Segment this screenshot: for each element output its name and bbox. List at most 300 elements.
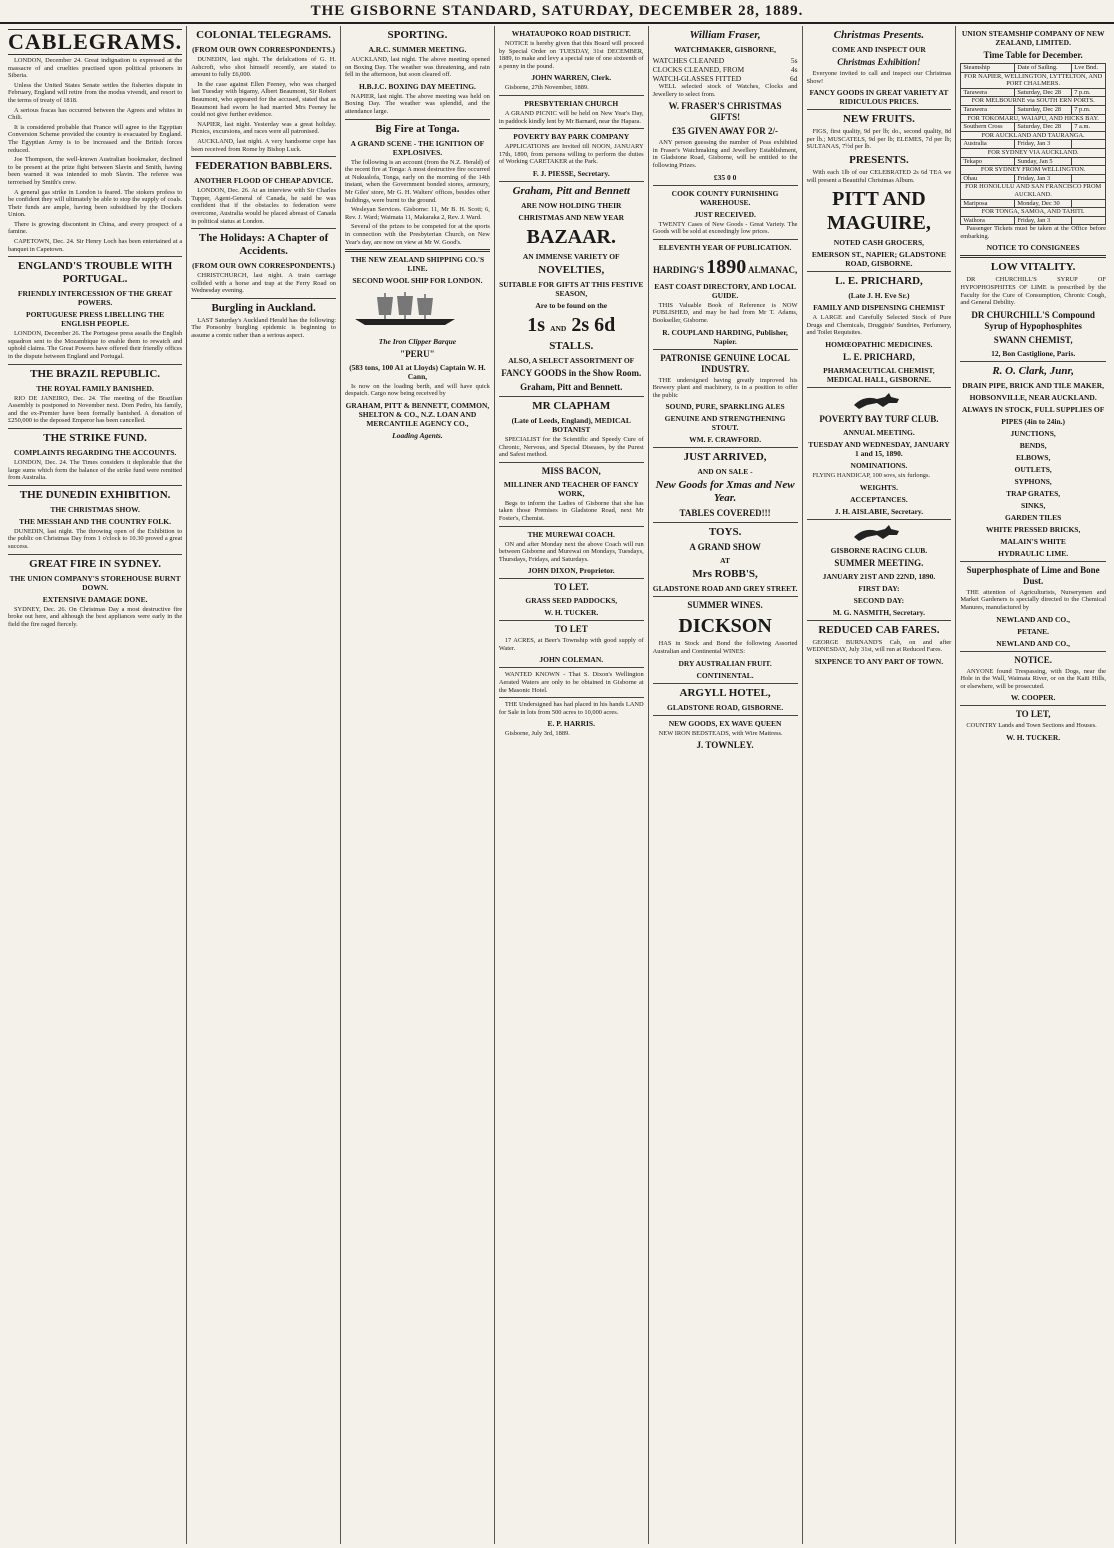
ad-heading: THE NEW ZEALAND SHIPPING CO.'S LINE.	[350, 255, 485, 274]
ad-headline: W. FRASER'S CHRISTMAS GIFTS!	[668, 101, 782, 123]
column-4	[495, 26, 649, 1544]
stall-price-1: 1s	[527, 313, 546, 336]
signature: M. G. NASMITH, Secretary.	[832, 607, 925, 617]
divider	[8, 256, 182, 257]
stock-item: SYPHONS,	[1014, 476, 1052, 486]
paragraph: FIGS, first quality, 9d per lb; do., second quality, 8d per lb.; MUSCATELS, 9d per lb; ELEMES, 7d per lb; SULTANAS, 7½d per lb.	[806, 128, 952, 151]
ad-headline: PATRONISE GENUINE LOCAL INDUSTRY.	[660, 352, 790, 374]
subheading: A GRAND SCENE - THE IGNITION OF EXPLOSIVES.	[350, 138, 485, 157]
paragraph: The following is an account (from the N.Z. Herald) of the recent fire at Tonga: A most destructive fire occurred at Nukualofa, Tonga, early on the morning of the 14th instant, when the Government bonded stores, armoury, Mr Giles' store, Mr G. H. Walters' offices, besides other buildings, were burnt to the ground.	[345, 158, 490, 204]
route-label: FOR MELBOURNE via SOUTH ERN PORTS.	[961, 97, 1106, 106]
ad-headline: L. E. PRICHARD,	[843, 351, 915, 362]
ad-headline: LOW VITALITY.	[990, 261, 1076, 274]
divider	[191, 298, 336, 299]
ad-text: SIXPENCE TO ANY PART OF TOWN.	[814, 656, 944, 666]
table-row	[961, 140, 1106, 149]
divider	[653, 349, 798, 350]
divider	[8, 428, 182, 429]
signature: W. H. TUCKER.	[1006, 733, 1061, 742]
price-label: WATCHES CLEANED	[652, 56, 725, 65]
subheading: A.R.C. SUMMER MEETING.	[368, 45, 467, 54]
table-row	[961, 157, 1106, 166]
ad-text: NOTED CASH GROCERS,	[833, 238, 925, 248]
table-row	[961, 88, 1106, 97]
divider	[960, 361, 1106, 362]
almanac-year: 1890	[706, 255, 747, 278]
ad-headline: STALLS.	[549, 339, 594, 352]
divider	[653, 447, 798, 448]
ad-text: ARE NOW HOLDING THEIR	[521, 200, 622, 210]
paragraph: 17 ACRES, at Beer's Township with good supply of Water.	[498, 637, 644, 652]
ad-text: DRAIN PIPE, BRICK AND TILE MAKER,	[962, 380, 1105, 390]
ad-headline: MISS BACON,	[541, 465, 601, 476]
subheading: (FROM OUR OWN CORRESPONDENTS.)	[192, 261, 336, 271]
ad-text: GLADSTONE ROAD AND GREY STREET.	[652, 584, 798, 594]
paragraph: AUCKLAND, last night. The above meeting opened on Boxing Day. The weather was threatening, and rain fell in the afternoon, but soon cleared off.	[345, 56, 490, 79]
section-heading: The Holidays: A Chapter of Accidents.	[198, 232, 329, 258]
bazaar-headline: BAZAAR.	[526, 225, 616, 248]
table-cell: Saturday, Dec 28	[1015, 123, 1072, 132]
paragraph: LONDON, December 24. Great indignation is expressed at the massacre of and cruelties practised upon political prisoners in Siberia.	[8, 57, 183, 80]
paragraph: FLYING HANDICAP, 100 sovs, six furlongs.	[812, 471, 931, 479]
route-label: FOR TONGA, SAMOA, AND TAHITI.	[961, 208, 1106, 217]
price-line	[653, 74, 798, 83]
column-3	[341, 26, 495, 1544]
ad-headline: NOTICE.	[1014, 654, 1053, 665]
ad-text: HOMŒOPATHIC MEDICINES.	[825, 339, 933, 349]
ad-headline: R. O. Clark, Junr,	[992, 364, 1074, 377]
section-heading: Burgling in Auckland.	[211, 301, 316, 314]
stock-item: GARDEN TILES	[1004, 512, 1062, 522]
table-cell	[1072, 157, 1106, 166]
horse-racing-icon	[849, 523, 909, 543]
table-cell: Ohau	[961, 174, 1015, 183]
divider	[345, 119, 490, 120]
divider	[8, 554, 182, 555]
paragraph: CHRISTCHURCH, last night. A train carriage collided with a horse and trap at the Ferry Road on Wednesday evening.	[191, 272, 337, 295]
signature: J. TOWNLEY.	[696, 740, 754, 751]
divider	[807, 620, 952, 621]
section-heading: ENGLAND'S TROUBLE WITH PORTUGAL.	[17, 260, 173, 286]
ad-heading: COOK COUNTY FURNISHING WAREHOUSE.	[671, 188, 779, 207]
table-route-row	[961, 208, 1106, 217]
section-heading: THE BRAZIL REPUBLIC.	[30, 367, 161, 380]
ad-heading: UNION STEAMSHIP COMPANY OF NEW ZEALAND, LIMITED.	[961, 29, 1105, 47]
column-2	[187, 26, 341, 1544]
table-cell: Mariposa	[961, 199, 1015, 208]
agents-note: Loading Agents.	[392, 430, 443, 440]
table-cell	[1072, 140, 1106, 149]
ad-headline: NOVELTIES,	[538, 263, 605, 276]
stall-and: AND	[550, 323, 567, 333]
ad-subheading: SECOND WOOL SHIP FOR LONDON.	[352, 276, 483, 286]
subheading: THE CHRISTMAS SHOW.	[50, 504, 140, 514]
divider	[807, 109, 952, 110]
table-route-row	[961, 148, 1106, 157]
table-cell: 7 p.m.	[1072, 88, 1106, 97]
ad-headline: William Fraser,	[689, 29, 761, 41]
table-cell	[1072, 199, 1106, 208]
stock-item: HYDRAULIC LIME.	[998, 548, 1069, 558]
subheading: EXTENSIVE DAMAGE DONE.	[42, 594, 148, 604]
ad-headline: TABLES COVERED!!!	[679, 508, 771, 519]
section-heading: Big Fire at Tonga.	[375, 122, 460, 135]
stock-item: OUTLETS,	[1014, 464, 1052, 474]
ad-text: NOMINATIONS.	[850, 460, 908, 470]
divider	[653, 715, 798, 716]
ad-text: 12, Bon Castiglione, Paris.	[991, 348, 1076, 358]
ad-text: (583 tons, 100 A1 at Lloyds) Captain W. H. Cann,	[349, 362, 486, 381]
divider	[960, 705, 1106, 706]
table-row	[961, 199, 1106, 208]
stock-item: JUNCTIONS,	[1010, 428, 1056, 438]
paragraph: NOTICE is hereby given that this Board will proceed by Special Order on TUESDAY, 31st DECEMBER, 1889, to make and levy a special rate of one sixteenth of a penny in the pound.	[498, 40, 644, 70]
almanac-name: HARDING'S	[652, 264, 704, 275]
paragraph: LONDON, December 26. The Portugese press assails the English squadron sent to the Mozambique to enable them to rewatch and uphold claims. The Great Powers have offered their friendly offices in the dispute between England and Portugal.	[8, 330, 183, 361]
ad-headline: JUST ARRIVED,	[683, 451, 767, 464]
ad-text: AN IMMENSE VARIETY OF	[522, 251, 620, 261]
paragraph: ON and after Monday next the above Coach will run between Gisborne and Murewai on Mondays, Tuesdays, Thursdays, Fridays, and Saturdays.	[498, 540, 644, 563]
route-label: FOR SYDNEY VIA AUCKLAND.	[961, 148, 1106, 157]
ad-text: ALWAYS IN STOCK, FULL SUPPLIES OF	[962, 404, 1105, 414]
divider	[499, 128, 644, 129]
divider	[653, 239, 798, 240]
ad-headline: PRESENTS.	[849, 153, 909, 166]
price-value: 4s	[790, 65, 798, 74]
ad-headline: REDUCED CAB FARES.	[818, 623, 940, 636]
ad-text: GISBORNE RACING CLUB.	[830, 545, 928, 555]
cablegrams-headline: CABLEGRAMS.	[8, 29, 183, 54]
agents: GRAHAM, PITT & BENNETT, COMMON, SHELTON & CO., N.Z. LOAN AND MERCANTILE AGENCY CO.,	[345, 400, 490, 428]
table-cell	[1072, 216, 1106, 225]
ad-text: (Late J. H. Eve Sr.)	[848, 291, 910, 301]
ad-headline: ARGYLL HOTEL,	[679, 686, 771, 699]
ad-headline: MR CLAPHAM	[532, 399, 611, 412]
ad-heading: THE MUREWAI COACH.	[527, 529, 615, 539]
table-header: Lve Bnd.	[1072, 64, 1106, 73]
paragraph: Is now on the loading berth, and will have quick despatch. Cargo now being received by	[345, 382, 490, 398]
paragraph: GEORGE BURNAND'S Cab, on and after WEDNESDAY, July 31st, will run at Reduced Fares.	[806, 638, 952, 654]
divider	[8, 485, 182, 486]
signature: JOHN DIXON, Proprietor.	[527, 566, 615, 576]
divider	[8, 364, 182, 365]
price-label: WATCH-GLASSES FITTED	[652, 74, 742, 83]
paragraph: SPECIALIST for the Scientific and Speedy Cure of Chronic, Nervous, and Special Diseases, by the Purest and Safest method.	[498, 435, 644, 459]
divider	[960, 255, 1106, 258]
ship-illustration	[345, 291, 465, 327]
paragraph: A GRAND PICNIC will be held on New Year's Day, in paddock kindly lent by Mr Barnard, near the Hapara.	[498, 109, 644, 125]
ad-heading: WHATAUPOKO ROAD DISTRICT.	[511, 29, 631, 38]
paragraph: TWENTY Cases of New Goods - Great Variety. The Goods will be sold at exceedingly low prices.	[652, 220, 798, 236]
route-label: FOR TOKOMARU, WAIAPU, AND HICKS BAY.	[961, 114, 1106, 123]
paragraph: A general gas strike in London is feared. The stokers profess to be confident they will ultimately be able to stop the supply of coals. Their funds are ample, having been subsidised by the Dockers Union.	[8, 188, 183, 219]
paragraph: LAST Saturday's Auckland Herald has the following: The Ponsonby burgling epidemic is beginning to assume a comic rather than a serious aspect.	[191, 316, 337, 340]
stock-item: BENDS,	[1019, 440, 1047, 450]
ad-text: ELEVENTH YEAR OF PUBLICATION.	[658, 242, 792, 252]
table-row	[961, 123, 1106, 132]
column-5	[649, 26, 803, 1544]
ad-heading: PRESBYTERIAN CHURCH	[524, 98, 619, 108]
ad-text: (Late of Leeds, England), MEDICAL BOTANIST	[511, 415, 631, 434]
subheading: (FROM OUR OWN CORRESPONDENTS.)	[192, 45, 336, 54]
ad-text: FIRST DAY:	[858, 583, 900, 593]
table-header-row	[961, 64, 1106, 73]
price-label: CLOCKS CLEANED, FROM	[652, 65, 745, 74]
divider	[499, 620, 644, 621]
divider	[499, 181, 644, 182]
paragraph: HAS in Stock and Bond the following Assorted Australian and Continental WINES:	[652, 640, 798, 655]
paragraph: CAPETOWN, Dec. 24. Sir Henry Loch has been entertained at a banquet in Capetown.	[8, 238, 183, 253]
ad-text: JUST RECEIVED.	[694, 209, 756, 219]
stall-price-2: 2s 6d	[571, 313, 616, 336]
table-cell: 7 a.m.	[1072, 123, 1106, 132]
signature: R. COUPLAND HARDING, Publisher, Napier.	[662, 327, 788, 346]
price-line	[653, 56, 798, 65]
ad-headline: Graham, Pitt and Bennett	[512, 184, 630, 197]
paragraph: DUNEDIN, last night. The throwing open of the Exhibition to the public on Christmas Day from 1 o'clock to 10.30 proved a great success.	[8, 527, 183, 550]
ad-headline: TO LET	[554, 624, 588, 635]
paragraph: Joe Thompson, the well-known Australian bookmaker, declined to be present at the prize fight between Slavin and Smith, having been warned it was intended to mob Slavin. The referee was terrorised by Smith's crew.	[8, 156, 183, 186]
column-1	[4, 26, 187, 1544]
paragraph: It is considered probable that France will agree to the Egyptian Conversion Scheme provided the country is evacuated by England. The Egyptian Army is to be increased and the British forces reduced.	[8, 123, 183, 154]
paragraph: Everyone invited to call and inspect our Christmas Show!	[806, 70, 952, 85]
timetable-title: Time Table for December.	[983, 50, 1083, 60]
paragraph: AUCKLAND, last night. A very handsome cope has been received from Rome by Bishop Luck.	[191, 137, 337, 153]
divider	[960, 651, 1106, 652]
ad-headline: POVERTY BAY TURF CLUB.	[819, 413, 939, 424]
ad-text: The Iron Clipper Barque	[378, 336, 457, 346]
divider	[653, 596, 798, 597]
price-value: 6d	[790, 74, 798, 83]
ad-text: PETANE.	[1017, 626, 1050, 636]
ad-text: WEIGHTS.	[859, 482, 898, 492]
divider	[960, 561, 1106, 562]
paragraph: THIS Valuable Book of Reference is NOW PUBLISHED, and may be had from Mr T. Adams, Bookseller, Gisborne.	[652, 301, 798, 324]
subheading: ANOTHER FLOOD OF CHEAP ADVICE.	[194, 176, 334, 186]
paragraph: Begs to inform the Ladies of Gisborne that she has taken those Premises in Gladstone Road, next Mr Foster's, Chemist.	[498, 499, 644, 522]
route-label: FOR HONOLULU AND SAN FRANCISCO FROM AUCKLAND.	[961, 183, 1106, 199]
ad-text: AT	[720, 556, 731, 566]
paragraph: With each 1lb of our CELEBRATED 2s 6d TEA we will present a Beautiful Christmas Album.	[806, 168, 952, 184]
subheading: COMPLAINTS REGARDING THE ACCOUNTS.	[13, 448, 177, 457]
table-cell: Sunday, Jan 5	[1015, 157, 1072, 166]
table-row	[961, 105, 1106, 114]
divider	[345, 249, 490, 252]
ad-text: NEWLAND AND CO.,	[996, 614, 1071, 624]
divider	[499, 462, 644, 463]
stalls-prices	[499, 313, 644, 337]
subheading: FRIENDLY INTERCESSION OF THE GREAT POWERS.	[17, 289, 173, 308]
table-cell	[1072, 174, 1106, 183]
paragraph: Wesleyan Services. Gisborne: 11, Mr B. H. Scott; 6, Rev. J. Ward; Waimata 11, Makaraka 2, Rev. J. Ward.	[345, 206, 490, 221]
divider	[499, 667, 644, 668]
divider	[653, 683, 798, 684]
paragraph: APPLICATIONS are Invited till NOON, JANUARY 17th, 1890, from persons willing to perform the duties of Working CARETAKER at the Park.	[498, 143, 644, 166]
table-cell: Tekapo	[961, 157, 1015, 166]
almanac-title	[653, 255, 798, 279]
ad-headline: £35 GIVEN AWAY FOR 2/-	[672, 126, 779, 137]
divider	[499, 95, 644, 96]
subheading: THE ROYAL FAMILY BANISHED.	[36, 383, 154, 393]
paragraph: THE undersigned having greatly improved his Brewery plant and machinery, is in a position to offer the public	[652, 376, 798, 399]
masthead: THE GISBORNE STANDARD, SATURDAY, DECEMBER 28, 1889.	[0, 0, 1114, 24]
ship-name: "PERU"	[400, 348, 435, 359]
table-cell: Saturday, Dec 28	[1015, 88, 1072, 97]
divider	[807, 387, 952, 388]
divider	[499, 396, 644, 397]
paragraph: DUNEDIN, last night. The defalcations of G. H. Ashcroft, who shot himself recently, are stated to amount to fully £6,000.	[191, 56, 337, 79]
paragraph: Unless the United States Senate settles the fisheries dispute in February, England will retire from the modus vivendi, and resort to the terms of treaty of 1818.	[8, 81, 183, 104]
section-heading: GREAT FIRE IN SYDNEY.	[29, 557, 161, 570]
subheading: THE UNION COMPANY'S STOREHOUSE BURNT DOWN.	[9, 573, 181, 592]
divider	[653, 185, 798, 186]
paragraph: A LARGE and Carefully Selected Stock of Pure Drugs and Chemicals, Druggists' Sundries, Perfumery, and Toilet Requisites.	[806, 314, 952, 337]
stock-item: PIPES (4in to 24in.)	[1001, 416, 1066, 426]
ad-text: ANNUAL MEETING.	[843, 427, 915, 437]
price-value: 5s	[790, 56, 798, 65]
ad-text: SECOND DAY:	[853, 595, 905, 605]
paragraph: NAPIER, last night. Yesterday was a great holiday. Picnics, excursions, and races were all patronised.	[191, 120, 337, 136]
ad-text: WATCHMAKER, GISBORNE,	[674, 45, 776, 54]
table-route-row	[961, 72, 1106, 88]
divider	[191, 228, 336, 229]
table-cell: Waihora	[961, 216, 1015, 225]
ad-text: SUITABLE FOR GIFTS AT THIS FESTIVE SEASON,	[499, 279, 644, 298]
almanac-label: ALMANAC,	[747, 264, 798, 275]
table-cell: Tarawera	[961, 88, 1015, 97]
paragraph: Several of the prizes to be competed for at the sports in connection with the Presbyterian Church, on New Year's day, are now on view at Mr W. Good's.	[345, 223, 490, 246]
timetable	[960, 63, 1106, 225]
signature: J. H. AISLABIE, Secretary.	[834, 506, 924, 516]
ad-headline: DICKSON	[678, 615, 772, 638]
route-label: FOR AUCKLAND AND TAURANGA.	[961, 131, 1106, 140]
column-6	[803, 26, 957, 1544]
route-label: FOR SYDNEY FROM WELLINGTON.	[961, 166, 1106, 175]
paragraph: DR CHURCHILL'S SYRUP OF HYPOPHOSPHITES OF LIME is prescribed by the Faculty for the Cure of Consumption, Chronic Cough, and General Debility.	[960, 276, 1106, 307]
paragraph: A serious fracas has occurred between the Agrees and whites in Chili.	[8, 106, 183, 122]
ad-headline: NEW FRUITS.	[842, 113, 915, 126]
ad-text: COME AND INSPECT OUR	[831, 45, 926, 54]
stock-item: TRAP GRATES,	[1006, 488, 1061, 498]
table-route-row	[961, 183, 1106, 199]
paragraph: THE Undersigned has had placed in his hands LAND for Sale in lots from 500 acres to 10,000 acres.	[498, 701, 644, 716]
paragraph: NEW IRON BEDSTEADS, with Wire Mattress.	[658, 729, 783, 737]
ad-headline: SWANN CHEMIST,	[993, 334, 1073, 345]
colonial-headline: COLONIAL TELEGRAMS.	[196, 29, 332, 41]
stock-item: SINKS,	[1020, 500, 1046, 510]
paragraph: There is growing discontent in China, and every prospect of a famine.	[8, 220, 183, 236]
paragraph: COUNTRY Lands and Town Sections and Houses.	[966, 722, 1097, 730]
ad-heading: NEW GOODS, EX WAVE QUEEN	[668, 718, 782, 728]
ad-text: FAMILY AND DISPENSING CHEMIST	[813, 303, 945, 313]
ad-text: EMERSON ST., NAPIER; GLADSTONE ROAD, GISBORNE.	[811, 250, 946, 269]
horse-racing-icon	[849, 391, 909, 411]
signature: WM. F. CRAWFORD.	[689, 435, 762, 445]
stock-item: WHITE PRESSED BRICKS,	[985, 524, 1081, 534]
table-cell: Friday, Jan 3	[1015, 174, 1072, 183]
ad-headline: New Goods for Xmas and New Year.	[655, 479, 795, 505]
paragraph: WANTED KNOWN - That S. Dixon's Wellington Aerated Waters are only to be obtained in Gisborne at the Masonic Hotel.	[498, 671, 644, 694]
table-row	[961, 216, 1106, 225]
section-heading: THE DUNEDIN EXHIBITION.	[19, 488, 171, 501]
ad-text: AND ON SALE -	[697, 467, 753, 477]
signature: F. J. PIESSE, Secretary.	[532, 168, 610, 178]
ad-text: MILLINER AND TEACHER OF FANCY WORK,	[503, 479, 639, 498]
divider	[191, 156, 336, 157]
divider	[499, 578, 644, 579]
ad-text: GLADSTONE ROAD, GISBORNE.	[667, 702, 784, 712]
signature: W. COOPER.	[1010, 693, 1056, 703]
table-route-row	[961, 114, 1106, 123]
ad-text: GENUINE AND STRENGTHENING STOUT.	[664, 414, 786, 433]
section-heading: THE STRIKE FUND.	[43, 432, 147, 444]
price-line	[653, 65, 798, 74]
ad-text: DRY AUSTRALIAN FRUIT.	[678, 658, 772, 668]
ad-text: GRASS SEED PADDOCKS,	[525, 596, 618, 606]
ad-text: SOUND, PURE, SPARKLING ALES	[665, 402, 785, 412]
ad-text: TUESDAY AND WEDNESDAY, JANUARY 1 and 15, 1890.	[808, 439, 950, 458]
ad-headline: TOYS.	[708, 526, 742, 539]
ad-text: ACCEPTANCES.	[850, 494, 908, 504]
signature: JOHN COLEMAN.	[539, 655, 604, 665]
table-cell: Southern Cross	[961, 123, 1015, 132]
date: Gisborne, July 3rd, 1889.	[504, 730, 570, 738]
page-columns	[4, 26, 1110, 1544]
table-cell: Friday, Jan 3	[1015, 140, 1072, 149]
paragraph: SYDNEY, Dec. 26. On Christmas Day a most destructive fire broke out here, and although the best appliances were early in the field the fire raged fiercely.	[8, 605, 183, 628]
route-label: FOR NAPIER, WELLINGTON, LYTTELTON, AND PORT CHALMERS.	[961, 72, 1106, 88]
ad-heading: POVERTY BAY PARK COMPANY	[513, 132, 630, 142]
date: Gisborne, 27th November, 1889.	[504, 84, 589, 92]
ad-headline: L. E. PRICHARD,	[835, 275, 923, 288]
paragraph: Passenger Tickets must be taken at the Office before embarking.	[960, 225, 1106, 240]
table-cell: Australia	[961, 140, 1015, 149]
ad-text: CONTINENTAL.	[696, 670, 754, 680]
divider	[499, 526, 644, 527]
divider	[499, 697, 644, 698]
paragraph: In the case against Ellen Feeney, who was charged last Tuesday with bigamy, Albert Beaumont, Sir Robert Beaumont, who appeared for the accused, stated that as Beaumont had sworn he had married Mrs Feeney he could not give further evidence.	[191, 80, 337, 119]
ad-text: CHRISTMAS AND NEW YEAR	[518, 212, 625, 222]
signature: W. H. TUCKER.	[544, 608, 599, 618]
ad-headline: Graham, Pitt and Bennett.	[520, 381, 623, 392]
subheading: PORTUGUESE PRESS LIBELLING THE ENGLISH PEOPLE.	[26, 310, 165, 329]
table-cell: Monday, Dec 30	[1015, 199, 1072, 208]
sporting-headline: SPORTING.	[387, 29, 448, 41]
ad-text: Are to be found on the	[535, 300, 608, 310]
table-cell: 7 p.m.	[1072, 105, 1106, 114]
table-header: Date of Sailing.	[1015, 64, 1072, 73]
ad-headline: PITT AND MAGUIRE,	[826, 188, 931, 235]
paragraph: LONDON, Dec. 26. At an interview with Sir Charles Tupper, Agent-General of Canada, he said he was confident that if the obstacles to federation were overcome, Australia would be placed abreast of Canada in political status at London.	[191, 187, 337, 225]
table-cell: Friday, Jan 3	[1015, 216, 1072, 225]
ad-headline: TO LET.	[553, 582, 589, 593]
table-route-row	[961, 166, 1106, 175]
signature: JOHN WARREN, Clerk.	[531, 73, 612, 83]
paragraph: WELL selected stock of Watches, Clocks and Jewellery to select from.	[652, 83, 798, 98]
ad-text: JANUARY 21ST AND 22ND, 1890.	[822, 571, 936, 581]
table-route-row	[961, 131, 1106, 140]
paragraph: THE attention of Agriculturists, Nurserymen and Market Gardeners is specially directed to the Chemical Manures, manufactured by	[960, 588, 1106, 612]
stock-item: MALAIN'S WHITE	[1000, 536, 1066, 546]
ad-headline: Christmas Presents.	[833, 29, 925, 41]
divider	[807, 271, 952, 272]
subheading: H.B.J.C. BOXING DAY MEETING.	[358, 81, 476, 91]
ad-text: EAST COAST DIRECTORY, AND LOCAL GUIDE.	[654, 281, 796, 300]
stock-item: ELBOWS,	[1015, 452, 1051, 462]
divider	[653, 522, 798, 523]
ad-headline: FANCY GOODS in the Show Room.	[501, 367, 642, 378]
ad-headline: Mrs ROBB'S,	[692, 568, 758, 581]
